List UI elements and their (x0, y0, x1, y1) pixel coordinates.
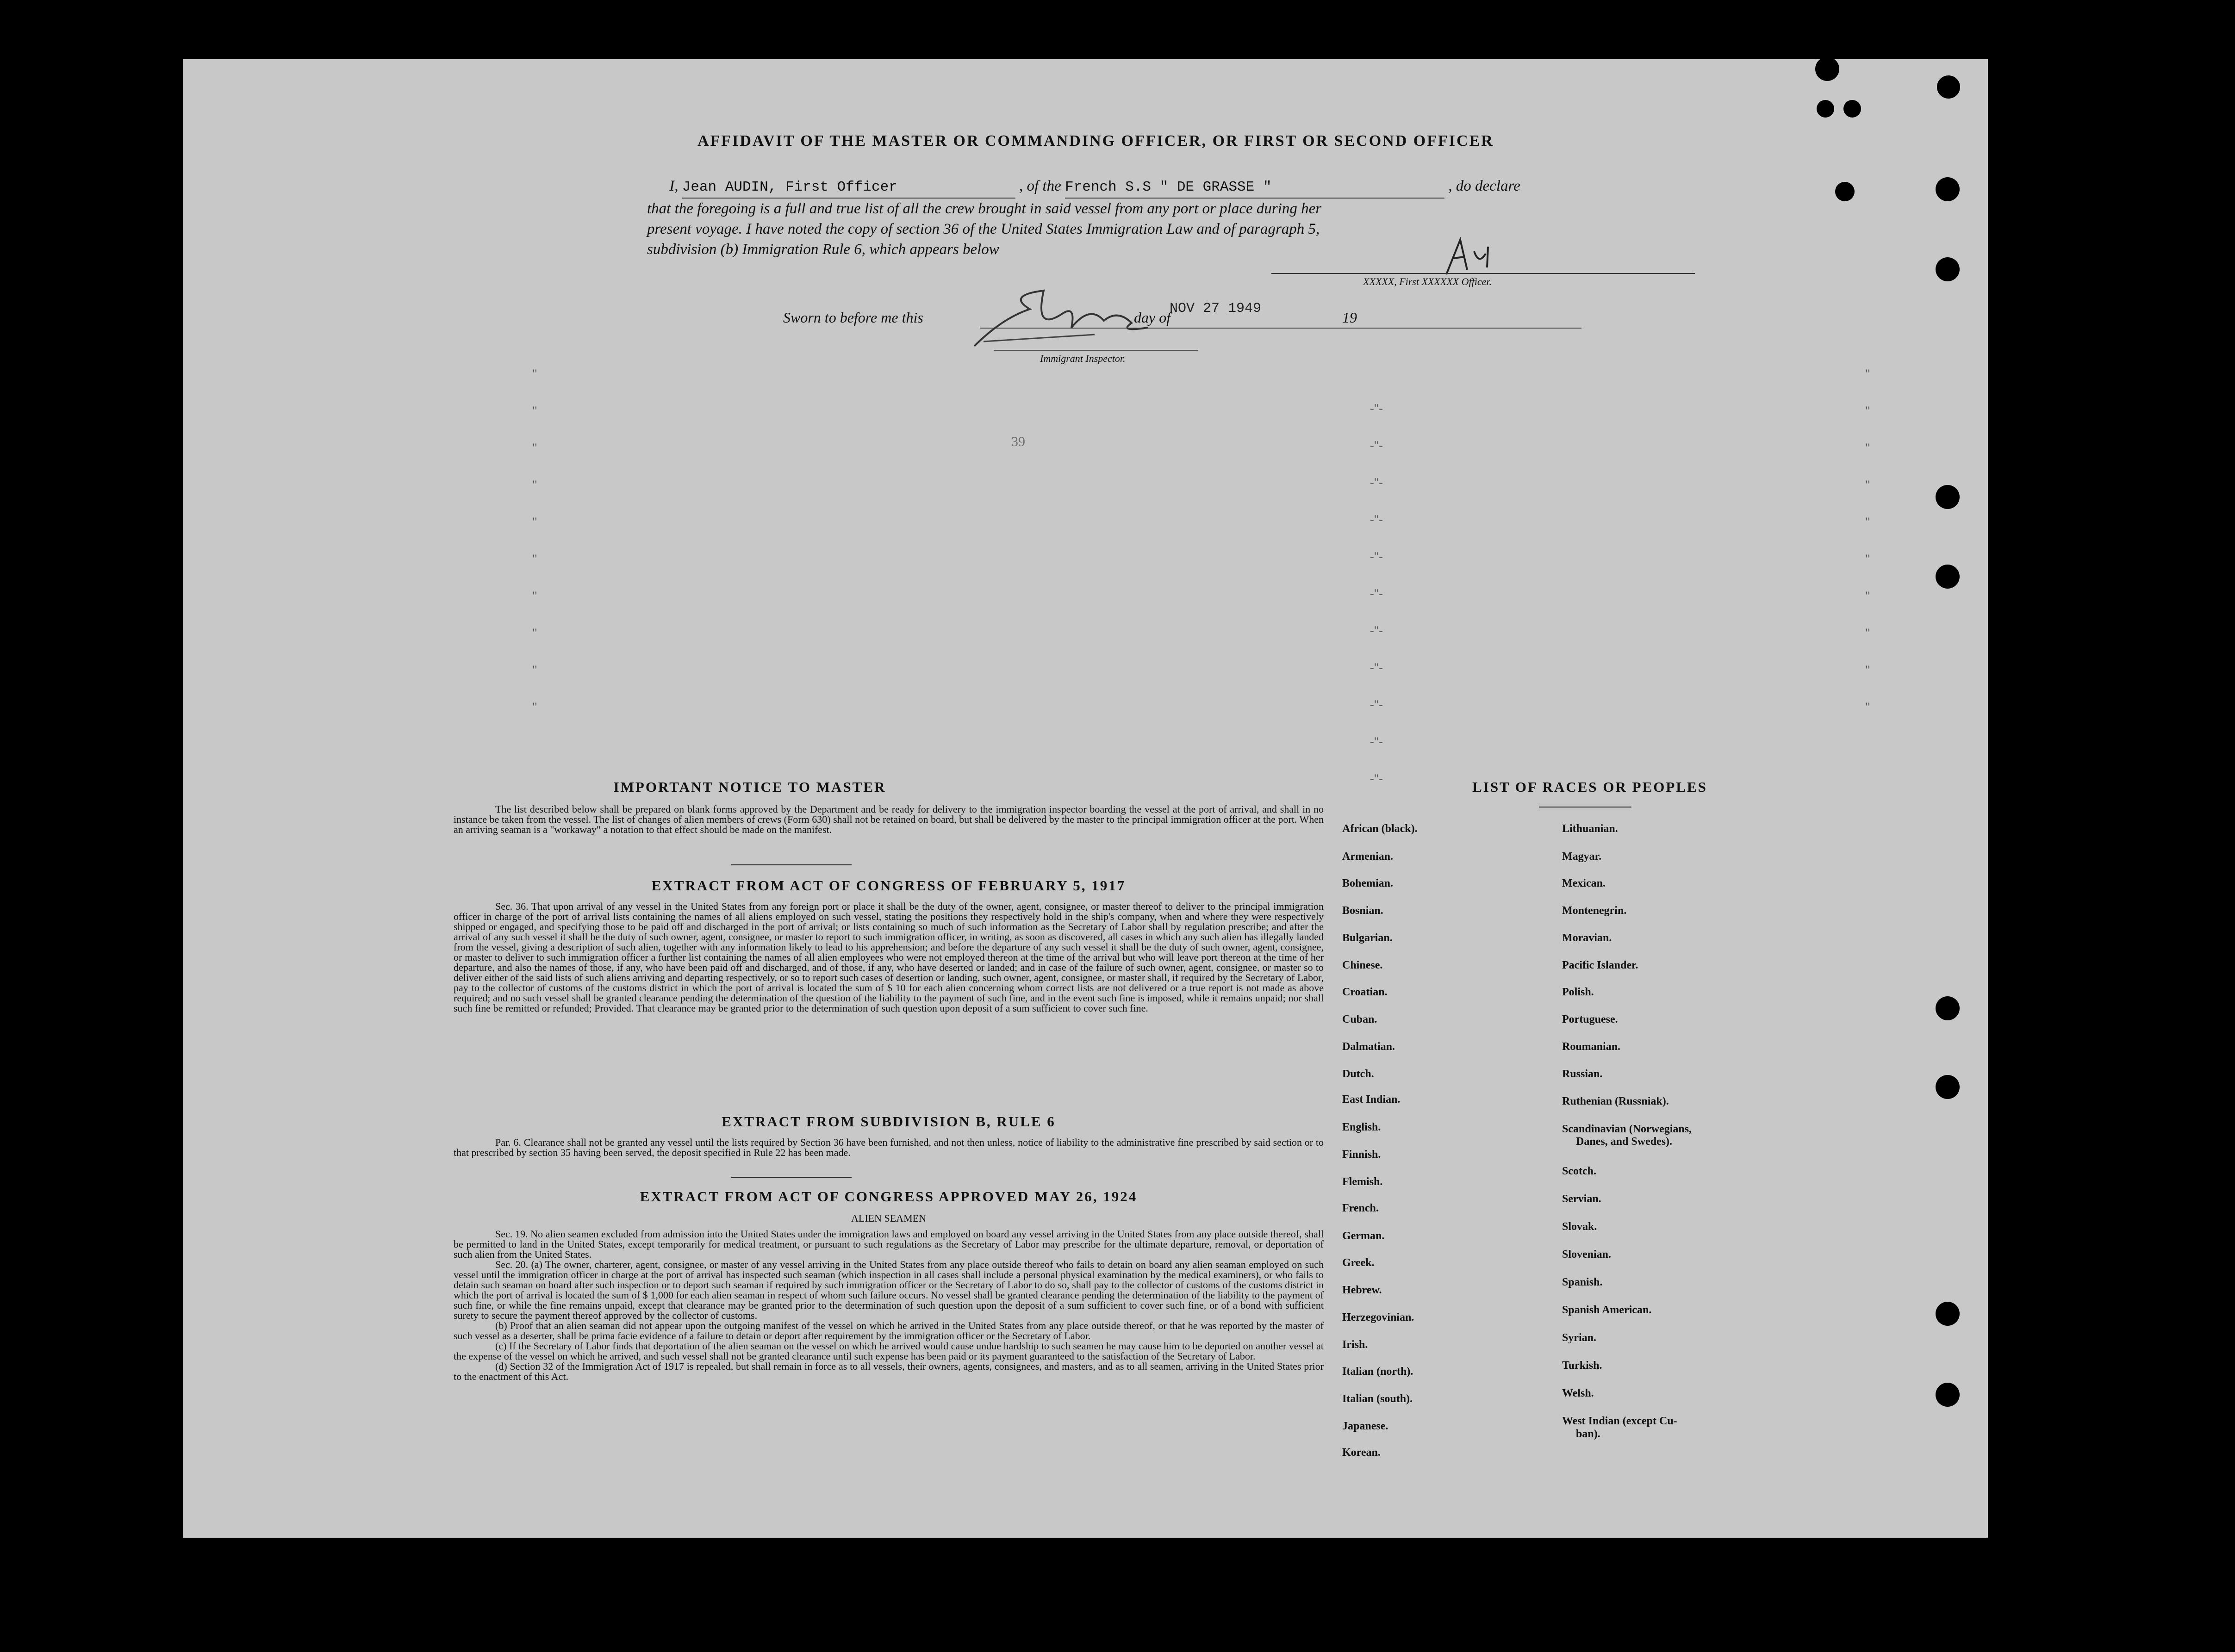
declaration-of-the: , of the (1019, 178, 1061, 194)
race-item: Slovenian. (1562, 1248, 1612, 1261)
punch-hole (1936, 996, 1960, 1020)
notice-title: IMPORTANT NOTICE TO MASTER (613, 779, 886, 795)
race-item: Hebrew. (1342, 1284, 1382, 1296)
dash-ditto-mark: -"- (1370, 661, 1383, 674)
signature-caption: XXXXX, First XXXXXX Officer. (1363, 276, 1492, 287)
race-item: Cuban. (1342, 1013, 1377, 1025)
races-title: LIST OF RACES OR PEOPLES (1472, 779, 1707, 795)
declaration-do-declare: , do declare (1448, 178, 1520, 194)
dash-ditto-mark: -"- (1370, 772, 1383, 785)
document-page (183, 59, 1988, 1538)
punch-hole (1936, 485, 1960, 509)
punch-hole (1817, 100, 1834, 118)
dash-ditto-mark: -"- (1370, 587, 1383, 600)
declaration-line-1: that the foregoing is a full and true list of all the crew brought in said vessel from any port or place during her (647, 200, 1322, 217)
ditto-mark: " (1865, 478, 1870, 491)
rule-6-title: EXTRACT FROM SUBDIVISION B, RULE 6 (722, 1113, 1056, 1130)
affidavit-declaration (647, 176, 1716, 260)
dash-ditto-mark: -"- (1370, 624, 1383, 637)
alien-seamen-subtitle: ALIEN SEAMEN (851, 1212, 926, 1224)
race-item: ban). (1576, 1428, 1600, 1440)
rule-6-divider (731, 1177, 852, 1178)
dash-ditto-mark: -"- (1370, 735, 1383, 748)
punch-hole (1936, 257, 1960, 281)
race-item: Pacific Islander. (1562, 959, 1638, 971)
race-item: Flemish. (1342, 1176, 1383, 1188)
ditto-mark: " (532, 515, 537, 528)
race-item: Scotch. (1562, 1165, 1596, 1177)
rule-6-body: Par. 6. Clearance shall not be granted any vessel until the lists required by Section 36 have been furnished, and not then unless, notice of liability to the administrative fine prescribed by said section or to that prescribed by section 35 having been served, the deposit specified in Rule 22 has been made. (454, 1137, 1324, 1158)
act-1917-title: EXTRACT FROM ACT OF CONGRESS OF FEBRUARY 5, 1917 (651, 877, 1126, 894)
race-item: Turkish. (1562, 1360, 1602, 1372)
race-item: English. (1342, 1121, 1381, 1133)
dash-ditto-mark: -"- (1370, 402, 1383, 415)
punch-hole (1835, 182, 1855, 201)
race-item: African (black). (1342, 823, 1418, 835)
ditto-mark: " (1865, 663, 1870, 677)
punch-hole (1815, 59, 1839, 81)
dash-ditto-mark: -"- (1370, 550, 1383, 563)
sec-20c: (c) If the Secretary of Labor finds that deportation of the alien seaman on the vessel on which he arrived would cause undue hardship to such seamen he may cause him to be deported on another vessel at the expense of the vessel on which he arrived, and such vessel shall not be granted clearance until such expense has been paid or its payment guaranteed to the satisfaction of the Secretary of Labor. (454, 1340, 1324, 1362)
sec-20b: (b) Proof that an alien seaman did not appear upon the outgoing manifest of the vessel on which he arrived in the United States from any place outside thereof, or that he was reported by the master of such vessel as a deserter, shall be prima facie evidence of a failure to detain or deport after requirement by the immigration officer or the Secretary of Labor. (454, 1320, 1324, 1341)
race-item: Italian (south). (1342, 1393, 1413, 1405)
race-item: Bosnian. (1342, 905, 1383, 917)
race-item: Russian. (1562, 1068, 1603, 1080)
race-item: Finnish. (1342, 1149, 1381, 1161)
ditto-mark: " (532, 589, 537, 602)
race-item: Spanish. (1562, 1276, 1603, 1288)
dash-ditto-mark: -"- (1370, 513, 1383, 526)
ditto-mark: " (532, 367, 537, 380)
ditto-mark: " (1865, 626, 1870, 640)
punch-hole (1936, 1383, 1960, 1407)
dash-ditto-mark: -"- (1370, 476, 1383, 489)
race-item: German. (1342, 1230, 1385, 1242)
race-item: Moravian. (1562, 932, 1612, 944)
inspector-signature (965, 277, 1159, 355)
dash-ditto-mark: -"- (1370, 439, 1383, 452)
race-item: Greek. (1342, 1257, 1375, 1269)
race-item: Roumanian. (1562, 1041, 1621, 1053)
ditto-mark: " (1865, 404, 1870, 417)
act-1924-body (454, 1229, 1324, 1382)
race-item: Polish. (1562, 986, 1594, 998)
declaration-line-2: present voyage. I have noted the copy of section 36 of the United States Immigration Law and of paragraph 5, (647, 221, 1320, 237)
race-item: Armenian. (1342, 851, 1393, 863)
vessel-name: French S.S " DE GRASSE " (1065, 177, 1444, 199)
ditto-mark: " (532, 404, 537, 417)
race-item: Herzegovinian. (1342, 1311, 1414, 1323)
ditto-mark: " (1865, 552, 1870, 565)
signature-line (1271, 273, 1695, 274)
sec-20d: (d) Section 32 of the Immigration Act of 1917 is repealed, but shall remain in force as to all vessels, their owners, agents, consignees, and masters, and as to all seamen, arriving in the United States prior to the enactment of this Act. (454, 1360, 1324, 1382)
ditto-mark: " (1865, 700, 1870, 714)
race-item: Syrian. (1562, 1332, 1597, 1344)
sec-19: Sec. 19. No alien seamen excluded from admission into the United States under the immigration laws and employed on board any vessel arriving in the United States from any place outside thereof, shall be permitted to land in the United States, except temporarily for medical treatment, or pursuant to such regulations as the Secretary of Labor may prescribe for the ultimate departure, removal, or deportation of such alien from the United States. (454, 1228, 1324, 1260)
sec-20a: Sec. 20. (a) The owner, charterer, agent, consignee, or master of any vessel arriving in the United States from any place outside thereof who fails to detain on board any alien seaman employed on such vessel until the immigration officer in charge at the port of arrival has inspected such seaman (which inspection in all cases shall include a personal physical examination by the medical examiners), or who fails to detain such seaman on board after such inspection or to deport such seaman if required by such immigration officer or the Secretary of Labor to do so, shall pay to the collector of customs of the customs district in which the port of arrival is located the sum of $ 1,000 for each alien seaman in respect of whom such failure occurs. No vessel shall be granted clearance pending the determination of the liability to the payment of such fine, or while the fine remains unpaid, except that clearance may be granted prior to the determination of such question upon the deposit of a sum sufficient to cover such fine, or of a bond with sufficient surety to secure the payment thereof approved by the collector of customs. (454, 1259, 1324, 1321)
race-item: Croatian. (1342, 986, 1388, 998)
race-item: Danes, and Swedes). (1576, 1136, 1673, 1148)
punch-hole (1936, 1075, 1960, 1099)
ditto-mark: " (532, 441, 537, 454)
race-item: Ruthenian (Russniak). (1562, 1095, 1669, 1107)
race-item: Lithuanian. (1562, 823, 1618, 835)
race-item: Korean. (1342, 1447, 1381, 1459)
race-item: East Indian. (1342, 1093, 1401, 1105)
act-1924-title: EXTRACT FROM ACT OF CONGRESS APPROVED MAY 26, 1924 (640, 1188, 1138, 1205)
race-item: Dalmatian. (1342, 1041, 1395, 1053)
inspector-caption: Immigrant Inspector. (1040, 353, 1126, 364)
declaration-line-3: subdivision (b) Immigration Rule 6, which appears below (647, 241, 999, 258)
punch-hole (1936, 1302, 1960, 1326)
day-of-text: day of (1134, 309, 1171, 326)
ditto-mark: " (532, 700, 537, 714)
race-item: French. (1342, 1202, 1379, 1214)
bleed-number: 39 (1011, 434, 1025, 449)
race-item: Bulgarian. (1342, 932, 1393, 944)
year-prefix: 19 (1342, 309, 1357, 326)
race-item: Mexican. (1562, 877, 1606, 889)
punch-hole (1937, 75, 1960, 99)
race-item: Spanish American. (1562, 1304, 1652, 1316)
race-item: Dutch. (1342, 1068, 1374, 1080)
ditto-mark: " (1865, 515, 1870, 528)
act-1917-body: Sec. 36. That upon arrival of any vessel in the United States from any foreign port or place it shall be the duty of the owner, agent, consignee, or master thereof to deliver to the principal immigration officer in charge of the port of arrival lists containing the names of all aliens employed on such vessel, stating the positions they respectively hold in the ship's company, when and where they were respectively shipped or engaged, and specifying those to be paid off and discharged in the port of arrival; or lists containing so much of such information as the Secretary of Labor shall by regulation prescribe; and after the arrival of any such vessel it shall be the duty of such owner, agent, consignee, or master to report to such immigration officer, in writing, as soon as discovered, all cases in which any such alien has illegally landed from the vessel, giving a description of such alien, together with any information likely to lead to his apprehension; and before the departure of any such vessel it shall be the duty of such owner, agent, consignee, or master to deliver to such immigration officer a further list containing the names of all alien employees who were not employed thereon at the time of the arrival but who will leave port thereon at the time of her departure, and also the names of those, if any, who have been paid off and discharged, and of those, if any, who have deserted or landed; and in case of the failure of such owner, agent, consignee, or master so to deliver either of the said lists of such aliens arriving and departing respectively, or so to report such cases of desertion or landing, such owner, agent, consignee, or master shall, if required by the Secretary of Labor, pay to the collector of customs of the customs district in which the port of arrival is located the sum of $ 10 for each alien concerning whom correct lists are not delivered or a true report is not made as above required; and no such vessel shall be granted clearance pending the determination of the question of the liability to the payment of such fine, and in the event such fine is imposed, while it remains unpaid; nor shall such fine be remitted or refunded; Provided. That clearance may be granted prior to the determination of such question upon deposit of a sum sufficient to cover such fine. (454, 901, 1324, 1014)
inspector-line (994, 350, 1198, 351)
race-item: Portuguese. (1562, 1013, 1618, 1025)
race-item: Bohemian. (1342, 877, 1394, 889)
race-item: West Indian (except Cu- (1562, 1415, 1677, 1427)
race-item: Chinese. (1342, 959, 1383, 971)
ditto-mark: " (1865, 441, 1870, 454)
officer-name: Jean AUDIN, First Officer (682, 177, 1015, 199)
race-item: Servian. (1562, 1193, 1601, 1205)
punch-hole (1843, 100, 1861, 118)
race-item: Magyar. (1562, 851, 1602, 863)
dash-ditto-mark: -"- (1370, 698, 1383, 711)
notice-body: The list described below shall be prepared on blank forms approved by the Department and be ready for delivery to the immigration inspector boarding the vessel at the port of arrival, and shall in no instance be taken from the vessel. The list of changes of alien members of crews (Form 630) shall not be retained on board, but shall be delivered by the master to the principal immigration officer at the port. When an arriving seaman is a "workaway" a notation to that effect should be made on the manifest. (454, 803, 1324, 835)
race-item: Slovak. (1562, 1221, 1597, 1233)
ditto-mark: " (1865, 589, 1870, 602)
ditto-mark: " (532, 478, 537, 491)
ditto-mark: " (532, 552, 537, 565)
ditto-mark: " (1865, 367, 1870, 380)
race-item: Italian (north). (1342, 1366, 1413, 1378)
date-stamp: NOV 27 1949 (1170, 301, 1262, 317)
race-item: Welsh. (1562, 1387, 1594, 1399)
race-item: Montenegrin. (1562, 905, 1627, 917)
punch-hole (1936, 177, 1960, 201)
declaration-i: I, (669, 178, 679, 194)
sworn-text: Sworn to before me this (783, 309, 923, 326)
ditto-mark: " (532, 626, 537, 640)
notice-divider (731, 864, 852, 865)
ditto-mark: " (532, 663, 537, 677)
race-item: Irish. (1342, 1339, 1368, 1351)
race-item: Japanese. (1342, 1420, 1388, 1432)
affidavit-title: AFFIDAVIT OF THE MASTER OR COMMANDING OFFICER, OR FIRST OR SECOND OFFICER (697, 132, 1494, 149)
race-item: Scandinavian (Norwegians, (1562, 1123, 1692, 1135)
punch-hole (1936, 565, 1960, 589)
